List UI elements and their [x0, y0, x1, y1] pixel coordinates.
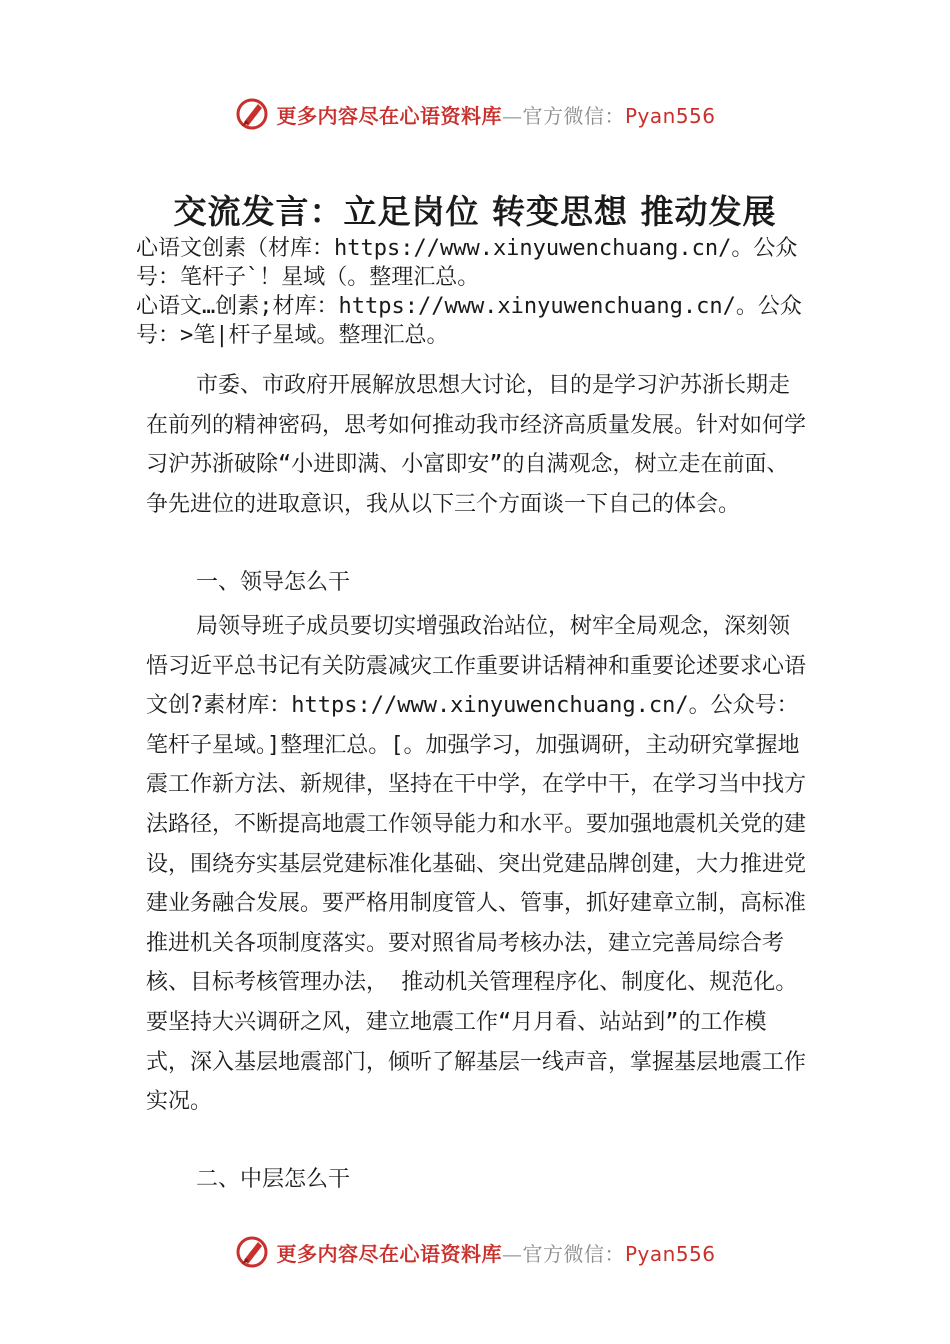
banner-wechat-label: 官方微信：: [522, 1241, 625, 1266]
section-heading-1: 一、领导怎么干: [196, 570, 351, 595]
footer-banner: [0, 1232, 950, 1272]
banner-dash: —: [501, 1241, 523, 1266]
pen-logo-icon: [234, 96, 270, 132]
header-banner: [0, 94, 950, 134]
banner-wechat-label: 官方微信：: [522, 103, 625, 128]
banner-text: [276, 1238, 715, 1267]
pen-logo-icon: [234, 1234, 270, 1270]
banner-text: [276, 100, 715, 129]
source-line-2: 心语文…创素;材库：https://www.xinyuwenchuang.cn/。公众号：>笔|杆子星域。整理汇总。: [136, 294, 802, 348]
banner-brand: 更多内容尽在心语资料库: [276, 103, 502, 128]
paragraph-leadership: 局领导班子成员要切实增强政治站位，树牢全局观念，深刻领悟习近平总书记有关防震减灾工作重要讲话精神和重要论述要求心语文创?素材库：https://www.xinyuwenchuang.cn/。公众号：笔杆子星域。]整理汇总。[。加强学习，加强调研，主动研究掌握地震工作新方法、新规律，坚持在干中学，在学中干，在学习当中找方法路径，不断提高地震工作领导能力和水平。要加强地震机关党的建设，围绕夯实基层党建标准化基础、突出党建品牌创建，大力推进党建业务融合发展。要严格用制度管人、管事，抓好建章立制，高标准推进机关各项制度落实。要对照省局考核办法，建立完善局综合考核、目标考核管理办法， 推动机关管理程序化、制度化、规范化。要坚持大兴调研之风，建立地震工作“月月看、站站到”的工作模式，深入基层地震部门，倾听了解基层一线声音，掌握基层地震工作实况。: [146, 614, 807, 1115]
banner-dash: —: [501, 103, 523, 128]
source-line-1: 心语文创素（材库：https://www.xinyuwenchuang.cn/。公众号：笔杆子`！星域（。整理汇总。: [136, 236, 798, 290]
document-title: 交流发言：立足岗位 转变思想 推动发展: [173, 192, 777, 231]
paragraph-intro: 市委、市政府开展解放思想大讨论，目的是学习沪苏浙长期走在前列的精神密码，思考如何推动我市经济高质量发展。针对如何学习沪苏浙破除“小进即满、小富即安”的自满观念，树立走在前面、争先进位的进取意识，我从以下三个方面谈一下自己的体会。: [146, 373, 807, 517]
banner-wechat-handle: Pyan556: [624, 1241, 716, 1266]
banner-brand: 更多内容尽在心语资料库: [276, 1241, 502, 1266]
banner-wechat-handle: Pyan556: [624, 103, 716, 128]
section-heading-2: 二、中层怎么干: [196, 1167, 351, 1192]
